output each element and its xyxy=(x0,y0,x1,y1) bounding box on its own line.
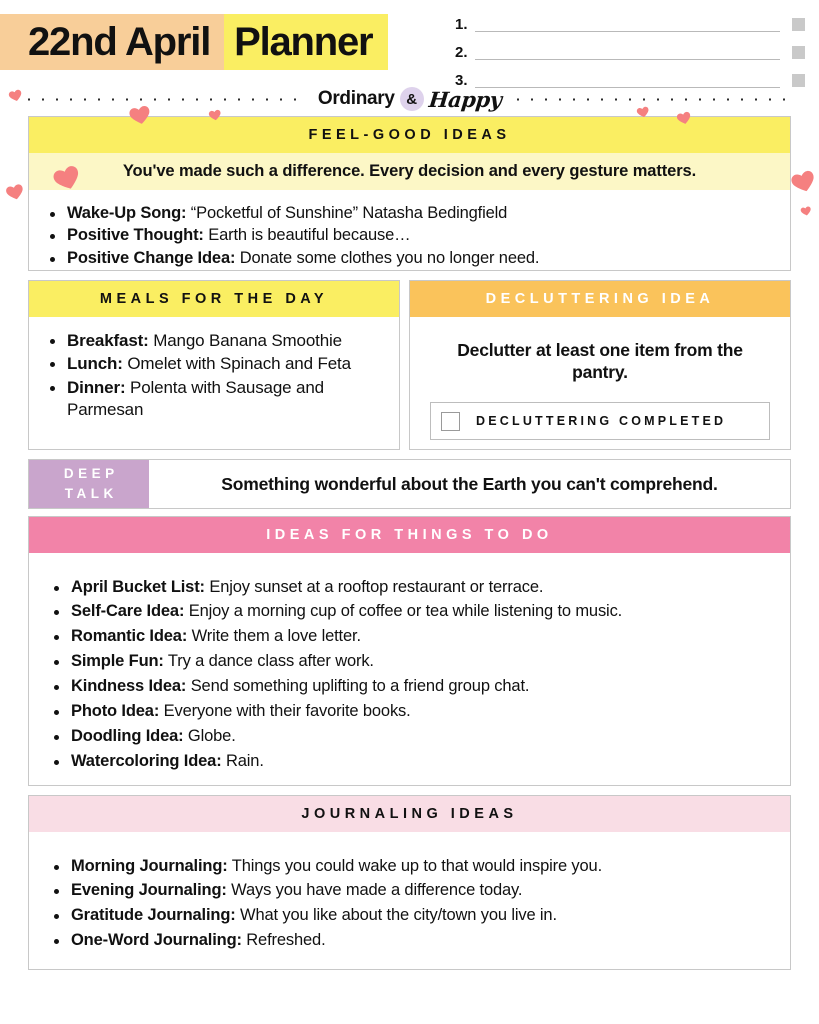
list-item-text: Omelet with Spinach and Feta xyxy=(122,354,351,374)
list-item-text: Try a dance class after work. xyxy=(163,652,374,671)
dotted-rule-left xyxy=(22,98,308,101)
list-item xyxy=(45,880,772,902)
list-item-label: Lunch: xyxy=(67,354,123,374)
page-title xyxy=(0,14,388,70)
list-item-label: Positive Change Idea: xyxy=(67,249,236,268)
list-item-label: Wake-Up Song: xyxy=(67,203,187,222)
list-item-label: Breakfast: xyxy=(67,330,149,350)
list-item-text: Refreshed. xyxy=(241,931,326,950)
todo-number: 1. xyxy=(455,16,468,33)
journaling-list xyxy=(45,856,772,953)
deep-talk-card xyxy=(28,459,791,509)
title-date-block xyxy=(0,14,224,70)
list-item-text: Send something uplifting to a friend group chat. xyxy=(186,677,530,696)
list-item xyxy=(41,377,383,421)
todo-checkbox[interactable] xyxy=(792,18,805,31)
feel-good-body xyxy=(29,190,790,284)
list-item-text: Earth is beautiful because… xyxy=(203,226,411,245)
decluttering-text: Declutter at least one item from the pantry. xyxy=(457,339,743,383)
list-item-label: Gratitude Journaling: xyxy=(71,906,236,925)
list-item-label: April Bucket List: xyxy=(71,577,205,596)
list-item-text: Write them a love letter. xyxy=(187,627,361,646)
brand-happy-text: Happy xyxy=(427,86,503,112)
page-header xyxy=(0,0,819,88)
list-item-text: Mango Banana Smoothie xyxy=(148,330,342,350)
list-item xyxy=(41,225,774,247)
list-item-label: Romantic Idea: xyxy=(71,627,188,646)
list-item xyxy=(41,203,774,225)
brand-ampersand: & xyxy=(400,87,424,111)
list-item-label: Kindness Idea: xyxy=(71,677,187,696)
list-item xyxy=(45,930,772,952)
meals-list xyxy=(41,330,383,421)
heart-icon xyxy=(799,204,813,218)
feel-good-list xyxy=(41,203,774,271)
brand-logo xyxy=(308,87,511,112)
feel-good-subtitle: You've made such a difference. Every decision and every gesture matters. xyxy=(29,153,790,190)
list-item-text: Everyone with their favorite books. xyxy=(159,702,411,721)
todo-write-line[interactable] xyxy=(475,31,780,32)
list-item xyxy=(45,905,772,927)
heart-icon xyxy=(3,180,27,204)
dotted-rule-right xyxy=(511,98,797,101)
list-item-text: “Pocketful of Sunshine” Natasha Bedingfield xyxy=(186,203,508,222)
things-to-do-list xyxy=(45,577,772,774)
meals-heading: MEALS FOR THE DAY xyxy=(29,281,399,317)
todo-checkbox[interactable] xyxy=(792,46,805,59)
todo-number: 3. xyxy=(455,72,468,89)
todo-line[interactable] xyxy=(455,10,805,34)
brand-ordinary-text: Ordinary xyxy=(317,88,395,109)
list-item-label: Doodling Idea: xyxy=(71,727,184,746)
todo-line[interactable] xyxy=(455,38,805,62)
list-item-label: Evening Journaling: xyxy=(71,881,227,900)
list-item xyxy=(45,626,772,648)
list-item xyxy=(41,248,774,270)
list-item-text: Globe. xyxy=(183,727,236,746)
things-to-do-heading: IDEAS FOR THINGS TO DO xyxy=(29,517,790,553)
list-item-label: Positive Thought: xyxy=(67,226,204,245)
list-item xyxy=(45,577,772,599)
list-item-label: Self-Care Idea: xyxy=(71,602,185,621)
list-item xyxy=(41,330,383,352)
list-item-text: Enjoy sunset at a rooftop restaurant or terrace. xyxy=(204,577,544,596)
decluttering-idea-card xyxy=(409,280,791,450)
decluttering-completed-row[interactable] xyxy=(430,402,770,440)
deep-talk-label-line1: DEEP xyxy=(63,466,119,482)
todo-write-line[interactable] xyxy=(475,59,780,60)
list-item-label: Morning Journaling: xyxy=(71,856,228,875)
heart-icon xyxy=(786,164,819,198)
list-item-label: Photo Idea: xyxy=(71,702,160,721)
top-todo-list xyxy=(455,10,805,94)
things-to-do-body xyxy=(29,553,790,799)
list-item-text: Things you could wake up to that would inspire you. xyxy=(227,856,603,875)
list-item xyxy=(45,651,772,673)
list-item-text: Ways you have made a difference today. xyxy=(226,881,523,900)
list-item-label: One-Word Journaling: xyxy=(71,931,242,950)
list-item xyxy=(45,701,772,723)
list-item xyxy=(45,856,772,878)
decluttering-checkbox-label: DECLUTTERING COMPLETED xyxy=(476,414,727,428)
list-item-text: Polenta with Sausage and Parmesan xyxy=(67,378,324,419)
feel-good-heading: FEEL-GOOD IDEAS xyxy=(29,117,790,153)
list-item xyxy=(45,751,772,773)
todo-number: 2. xyxy=(455,44,468,61)
deep-talk-label xyxy=(29,460,149,508)
decluttering-heading: DECLUTTERING IDEA xyxy=(410,281,790,317)
journaling-body xyxy=(29,832,790,978)
journaling-heading: JOURNALING IDEAS xyxy=(29,796,790,832)
journaling-ideas-card xyxy=(28,795,791,970)
list-item-label: Dinner: xyxy=(67,378,126,397)
list-item xyxy=(45,601,772,623)
deep-talk-text: Something wonderful about the Earth you can't comprehend. xyxy=(221,473,718,494)
list-item-label: Watercoloring Idea: xyxy=(71,752,222,771)
decluttering-checkbox[interactable] xyxy=(441,412,460,431)
brand-divider xyxy=(0,86,819,112)
title-date-text: 22nd April xyxy=(28,20,211,64)
ideas-for-things-to-do-card xyxy=(28,516,791,786)
meals-body xyxy=(29,317,399,435)
list-item-text: Donate some clothes you no longer need. xyxy=(235,249,540,268)
deep-talk-label-line2: TALK xyxy=(64,486,118,501)
list-item xyxy=(41,353,383,375)
title-word-text: Planner xyxy=(234,20,373,64)
list-item xyxy=(45,726,772,748)
list-item-text: What you like about the city/town you live in. xyxy=(235,906,557,925)
meals-for-the-day-card xyxy=(28,280,400,450)
list-item xyxy=(45,676,772,698)
list-item-text: Enjoy a morning cup of coffee or tea while listening to music. xyxy=(184,602,623,621)
feel-good-ideas-card xyxy=(28,116,791,271)
list-item-label: Simple Fun: xyxy=(71,652,164,671)
title-word-block xyxy=(224,14,388,70)
list-item-text: Rain. xyxy=(221,752,264,771)
